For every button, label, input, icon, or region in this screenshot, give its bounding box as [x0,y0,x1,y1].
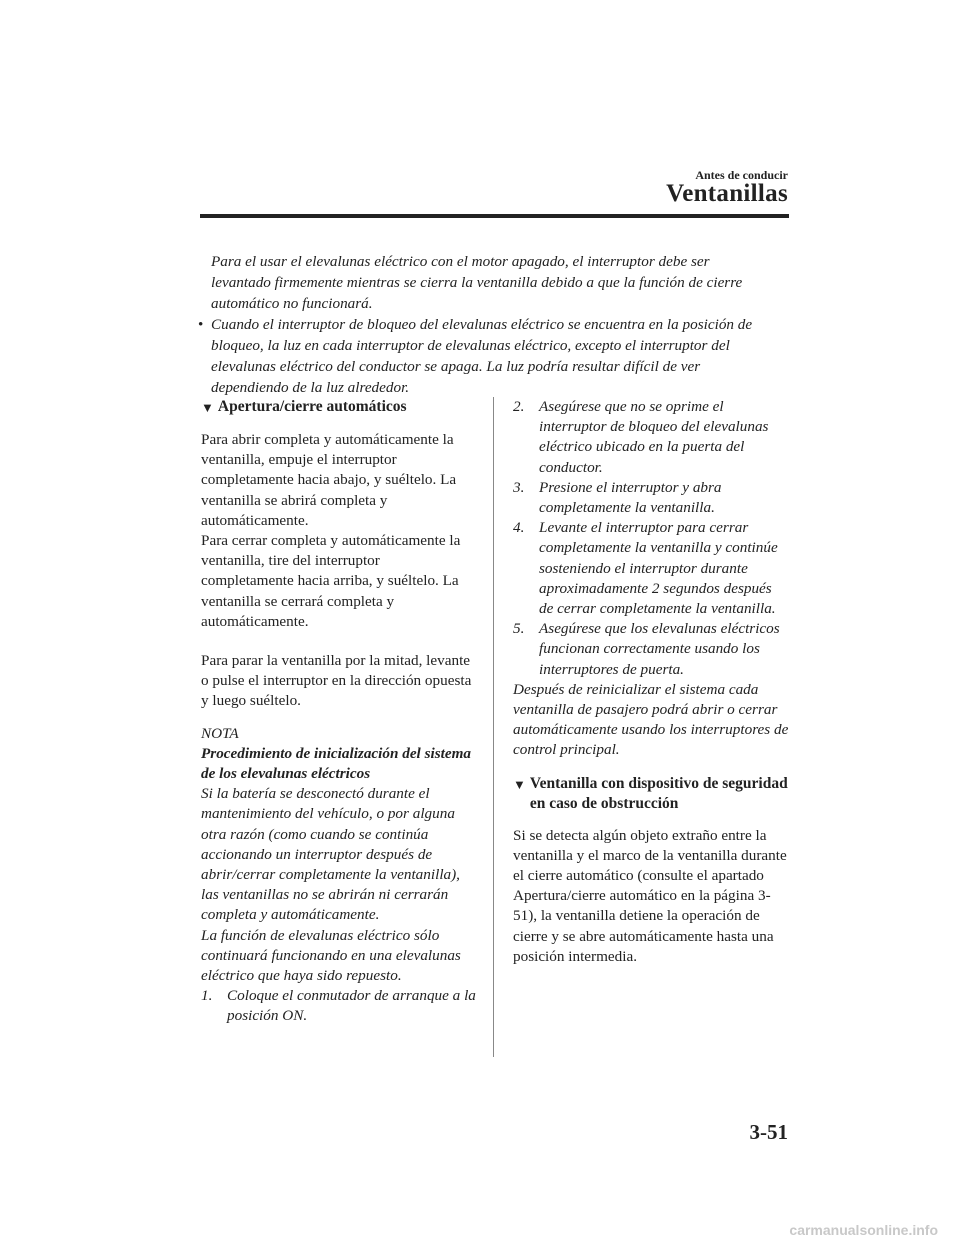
paragraph: Si se detecta algún objeto extraño entre la ventanilla y el marco de la ventanilla durante el cierre automático (consulte el apartado Apertura/cierre automático en la página 3-51), la ventanilla detiene la operación de cierre y se abre automáticamente hasta una posición intermedia. [513,826,787,965]
triangle-down-icon: ▼ [513,776,526,792]
page-number: 3-51 [749,1120,788,1144]
list-item [513,397,789,478]
note-line: automático no funcionará. [211,295,373,312]
bullet-icon: • [198,316,204,333]
section-heading-text: Ventanilla con dispositivo de seguridad en caso de obstrucción [529,774,788,812]
step-number: 3. [513,478,525,496]
step-text: Coloque el conmutador de arranque a la posición ON. [227,987,476,1025]
step-text: Presione el interruptor y abra completamente la ventanilla. [539,478,722,517]
step-number: 5. [513,620,525,638]
triangle-down-icon: ▼ [201,400,214,415]
step-text: Levante el interruptor para cerrar completamente la ventanilla y continúe sosteniendo el interruptor durante aproximadamente 2 segundos después de cerrar completamente la ventanilla. [539,519,778,618]
note-bullet-item [198,314,786,398]
left-column [201,397,476,1027]
list-item [513,518,789,619]
step-number: 2. [513,398,525,415]
nota-label: NOTA [201,724,239,742]
page-title: Ventanillas [666,180,788,207]
paragraph: Para abrir completa y automáticamente la ventanilla, empuje el interruptor completamente hacia abajo, y suéltelo. La ventanilla se abrirá completa y automáticamente. [201,431,457,529]
step-number: 1. [201,987,213,1005]
top-note [198,251,786,398]
list-item [201,986,476,1026]
paragraph: Después de reinicializar el sistema cada ventanilla de pasajero podrá abrir o cerrar automáticamente usando los interruptores de control principal. [513,680,789,759]
nota-paragraph: La función de elevalunas eléctrico sólo continuará funcionando en una elevalunas eléctrico que haya sido repuesto. [201,926,461,985]
list-item [513,619,789,680]
note-line: bloqueo, la luz en cada interruptor de elevalunas eléctrico, excepto el interruptor del [211,337,730,354]
paragraph: Para parar la ventanilla por la mitad, levante o pulse el interruptor en la dirección opuesta y luego suéltelo. [201,652,472,710]
steps-list [513,397,789,680]
section-heading-obstruction [513,774,789,814]
note-line: Para el usar el elevalunas eléctrico con el motor apagado, el interruptor debe ser [211,253,710,270]
footer-watermark: carmanualsonline.info [789,1222,938,1238]
header-rule [200,214,789,218]
column-divider [493,397,494,1057]
list-item [513,478,789,518]
steps-list [201,986,476,1026]
step-number: 4. [513,519,525,537]
section-heading-auto [201,397,476,418]
right-column [513,397,789,967]
note-line: levantado firmemente mientras se cierra la ventanilla debido a que la función de cierre [211,274,743,291]
paragraph: Para cerrar completa y automáticamente la ventanilla, tire del interruptor completamente hacia arriba, y suéltelo. La ventanilla se cerrará completa y automáticamente. [201,532,461,630]
nota-title: Procedimiento de inicialización del sistema de los elevalunas eléctricos [201,744,471,783]
note-line: Cuando el interruptor de bloqueo del elevalunas eléctrico se encuentra en la posición de [211,316,753,333]
step-text: Asegúrese que los elevalunas eléctricos funcionan correctamente usando los interruptores de puerta. [539,620,780,678]
header-section-label: Antes de conducir [695,168,788,182]
section-heading-text: Apertura/cierre automáticos [217,398,407,415]
note-line: dependiendo de la luz alrededor. [211,379,410,396]
nota-paragraph: Si la batería se desconectó durante el mantenimiento del vehículo, o por alguna otra razón (como cuando se continúa accionando un interruptor después de abrir/cerrar completamente la ventanilla), las ventanillas no se abrirán ni cerrarán completa y automáticamente. [201,785,460,924]
note-line: elevalunas eléctrico del conductor se apaga. La luz podría resultar difícil de ver [211,358,701,375]
step-text: Asegúrese que no se oprime el interruptor de bloqueo del elevalunas eléctrico ubicado en la puerta del conductor. [539,398,769,476]
